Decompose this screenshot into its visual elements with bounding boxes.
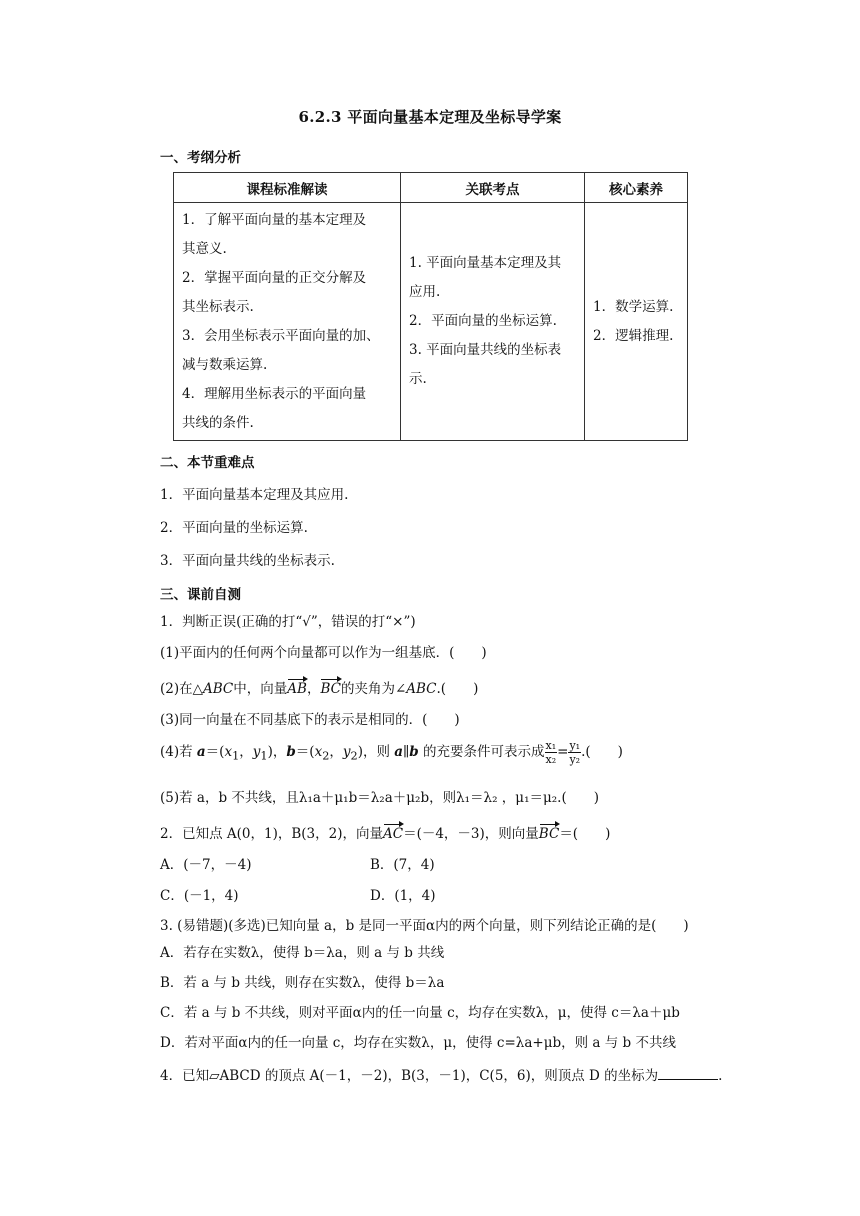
question-3-option-d: D．若对平面α内的任一向量 c，均存在实数λ，μ，使得 c=λa+μb，则 a 与 b 不共线 [160, 1035, 676, 1051]
question-1-item-5: (5)若 a，b 不共线，且λ₁a＋μ₁b＝λ₂a＋μ₂b，则λ₁＝λ₂ ，μ₁＝μ₂.( ) [160, 790, 600, 806]
fraction-x1-x2: $\frac{\text{x₁}}{\text{x₂}}$ [545, 739, 557, 766]
key-point-item: 3．平面向量共线的坐标表示. [160, 553, 335, 569]
table-cell-line: 1. 平面向量基本定理及其 [409, 255, 562, 271]
question-3-option-b: B．若 a 与 b 共线，则存在实数λ，使得 b＝λa [160, 975, 445, 991]
table-cell-standards [174, 203, 401, 441]
question-3-stem: 3. (易错题)(多选)已知向量 a，b 是同一平面α内的两个向量，则下列结论正确的是( ) [160, 918, 689, 934]
table-cell-line: 示. [409, 371, 427, 387]
table-cell-line: 3．会用坐标表示平面向量的加、 [182, 327, 380, 344]
vector-ac-symbol: AC [382, 826, 404, 842]
table-cell-exam-points [401, 203, 585, 441]
answer-blank[interactable] [658, 1067, 718, 1080]
question-2-option-a: A．(－7，－4) [160, 857, 252, 873]
table-cell-line: 2．掌握平面向量的正交分解及 [182, 269, 367, 286]
table-cell-line: 减与数乘运算. [182, 356, 268, 373]
question-2-option-d: D．(1，4) [370, 888, 436, 904]
section-heading-syllabus: 一、考纲分析 [160, 150, 241, 166]
question-1-item-4: (4)若 $a=(x_1$，$y_1$)，$b=(x_2$，$y_2$)，则 a∥b 的充要条件可表示成 $\frac{\text{x₁}}{\text{x₂}}$ = $\frac{\text{y₁}}{\text{y₂}}$ .( ) [160, 739, 623, 766]
question-2-option-b: B．(7，4) [370, 857, 435, 873]
key-point-item: 2．平面向量的坐标运算. [160, 520, 308, 536]
table-cell-line: 2．逻辑推理. [593, 327, 674, 344]
table-cell-line: 1．了解平面向量的基本定理及 [182, 211, 367, 228]
table-cell-line: 1．数学运算. [593, 298, 674, 315]
page-title: 6.2.3 平面向量基本定理及坐标导学案 [298, 108, 562, 126]
question-3-option-c: C．若 a 与 b 不共线，则对平面α内的任一向量 c，均存在实数λ，μ，使得 c＝λa＋μb [160, 1005, 680, 1021]
section-heading-key-points: 二、本节重难点 [160, 455, 255, 471]
vector-bc-symbol: BC [320, 681, 341, 697]
question-1-item-1: (1)平面内的任何两个向量都可以作为一组基底．( ) [160, 645, 487, 661]
table-cell-line: 3. 平面向量共线的坐标表 [409, 342, 562, 358]
syllabus-table [173, 172, 688, 441]
fraction-y1-y2: $\frac{\text{y₁}}{\text{y₂}}$ [569, 739, 581, 766]
vector-bc-symbol: BC [538, 826, 560, 842]
question-1-item-3: (3)同一向量在不同基底下的表示是相同的．( ) [160, 712, 460, 728]
question-2-option-c: C．(－1，4) [160, 888, 239, 904]
section-heading-self-test: 三、课前自测 [160, 587, 241, 603]
question-2-stem: 2．已知点 A(0，1)，B(3，2)，向量AC＝(－4，－3)，则向量BC＝( ) [160, 826, 611, 842]
key-point-item: 1．平面向量基本定理及其应用. [160, 487, 349, 503]
table-header: 核心素养 [585, 173, 688, 203]
table-cell-line: 2．平面向量的坐标运算. [409, 313, 557, 329]
table-header: 课程标准解读 [174, 173, 401, 203]
question-1-item-2: (2)在△ABC中，向量AB，BC的夹角为∠ABC.( ) [160, 681, 479, 697]
question-1-stem: 1．判断正误(正确的打“√”，错误的打“×”) [160, 614, 416, 630]
question-4-stem: 4．已知▱ABCD 的顶点 A(－1，－2)，B(3，－1)，C(5，6)，则顶点 D 的坐标为 . [160, 1068, 723, 1084]
table-cell-line: 应用. [409, 284, 441, 300]
table-cell-line: 其坐标表示. [182, 298, 254, 315]
table-header: 关联考点 [401, 173, 585, 203]
vector-ab-symbol: AB [287, 681, 307, 697]
table-cell-line: 其意义. [182, 240, 227, 257]
table-cell-competencies [585, 203, 688, 441]
question-3-option-a: A．若存在实数λ，使得 b＝λa，则 a 与 b 共线 [160, 945, 445, 961]
table-cell-line: 4．理解用坐标表示的平面向量 [182, 385, 367, 402]
table-cell-line: 共线的条件. [182, 414, 254, 431]
